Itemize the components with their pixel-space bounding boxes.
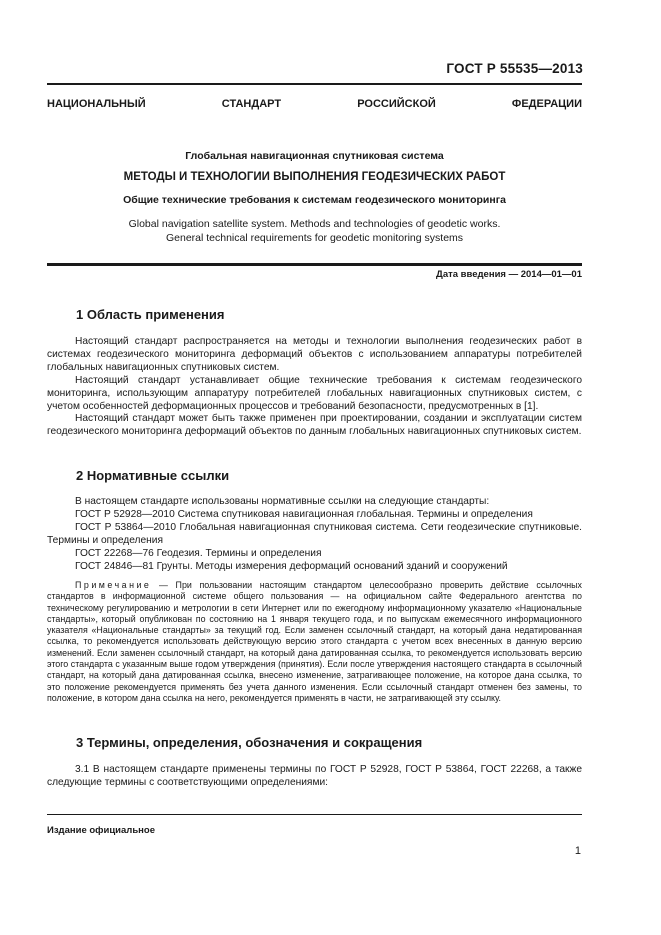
section-1-paragraph: Настоящий стандарт устанавливает общие технические требования к системам геодезического мониторинга, использующим аппаратуру потребителей глобальных навигационных спутниковых систем, с учетом особенностей деформационных процессов и требований безопасности, предусмотренных в [1]. [47,374,582,412]
section-3-heading: 3 Термины, определения, обозначения и сокращения [76,735,423,750]
introduction-date: Дата введения — 2014—01—01 [436,269,582,280]
title-rule [47,263,582,266]
system-title: Глобальная навигационная спутниковая система [185,150,444,162]
subtitle: Общие технические требования к системам геодезического мониторинга [123,194,506,206]
references-intro: В настоящем стандарте использованы нормативные ссылки на следующие стандарты: [75,496,490,507]
normative-references [47,496,582,573]
official-edition-label: Издание официальное [47,825,155,836]
header-rule [47,83,582,85]
national-standard-title: НАЦИОНАЛЬНЫЙ СТАНДАРТ РОССИЙСКОЙ ФЕДЕРАЦИИ [47,98,582,110]
references-note [47,580,582,704]
english-title-line-2: General technical requirements for geodetic monitoring systems [165,232,464,244]
section-1-paragraph: Настоящий стандарт распространяется на методы и технологии выполнения геодезических работ в системах геодезического мониторинга деформаций объектов с использованием аппаратуры потребителей глобальных навигационных спутниковых систем. [47,336,582,373]
reference-item: ГОСТ 22268—76 Геодезия. Термины и определения [75,547,322,559]
reference-item: ГОСТ Р 52928—2010 Система спутниковая навигационная глобальная. Термины и определения [75,508,533,520]
section-3-body [47,764,582,790]
section-2-heading: 2 Нормативные ссылки [76,468,230,483]
page-number: 1 [574,845,581,857]
gost-number: ГОСТ Р 55535—2013 [446,61,583,76]
reference-item: ГОСТ 24846—81 Грунты. Методы измерения деформаций оснований зданий и сооружений [75,560,508,572]
section-1-heading: 1 Область применения [76,307,225,322]
clause-3-1: 3.1 В настоящем стандарте применены термины по ГОСТ Р 52928, ГОСТ Р 53864, ГОСТ 22268, а также следующие термины с соответствующими определениями: [47,764,582,788]
english-title-line-1: Global navigation satellite system. Methods and technologies of geodetic works. [128,218,501,230]
english-title [47,217,582,245]
footer-rule [47,814,582,815]
note-text: — При пользовании настоящим стандартом целесообразно проверить действие ссылочных стандартов в информационной системе общего пользования — на официальном сайте Федерального агентства по техническому регулированию и метрологии в сети Интернет или по ежегодному информационному указателю «Национальные стандарты», который опубликован по состоянию на 1 января текущего года, и по выпускам ежемесячного информационного указателя «Национальные стандарты» за текущий год. Если заменен ссылочный стандарт, на который дана недатированная ссылка, то рекомендуется использовать действующую версию этого стандарта с учетом всех внесенных в данную версию изменений. Если заменен ссылочный стандарт, на который дана датированная ссылка, то рекомендуется использовать версию этого стандарта с указанным выше годом утверждения (принятия). Если после утверждения настоящего стандарта в ссылочный стандарт, на который дана датированная ссылка, внесено изменение, затрагивающее положение, на которое дана ссылка, то это положение рекомендуется применять без учета данного изменения. Если ссылочный стандарт отменен без замены, то положение, в котором дана ссылка на него, рекомендуется применять в части, не затрагивающей эту ссылку. [47,580,582,703]
note-label: Примечание [75,580,152,590]
section-1-paragraph: Настоящий стандарт может быть также применен при проектировании, создании и эксплуатации систем геодезического мониторинга деформаций объектов по данным глобальных навигационных спутниковых систем. [47,413,582,438]
reference-item: ГОСТ Р 53864—2010 Глобальная навигационная спутниковая система. Сети геодезические спутниковые. Термины и определения [47,521,582,546]
section-1-body [47,336,582,439]
main-title: МЕТОДЫ И ТЕХНОЛОГИИ ВЫПОЛНЕНИЯ ГЕОДЕЗИЧЕСКИХ РАБОТ [123,171,506,183]
